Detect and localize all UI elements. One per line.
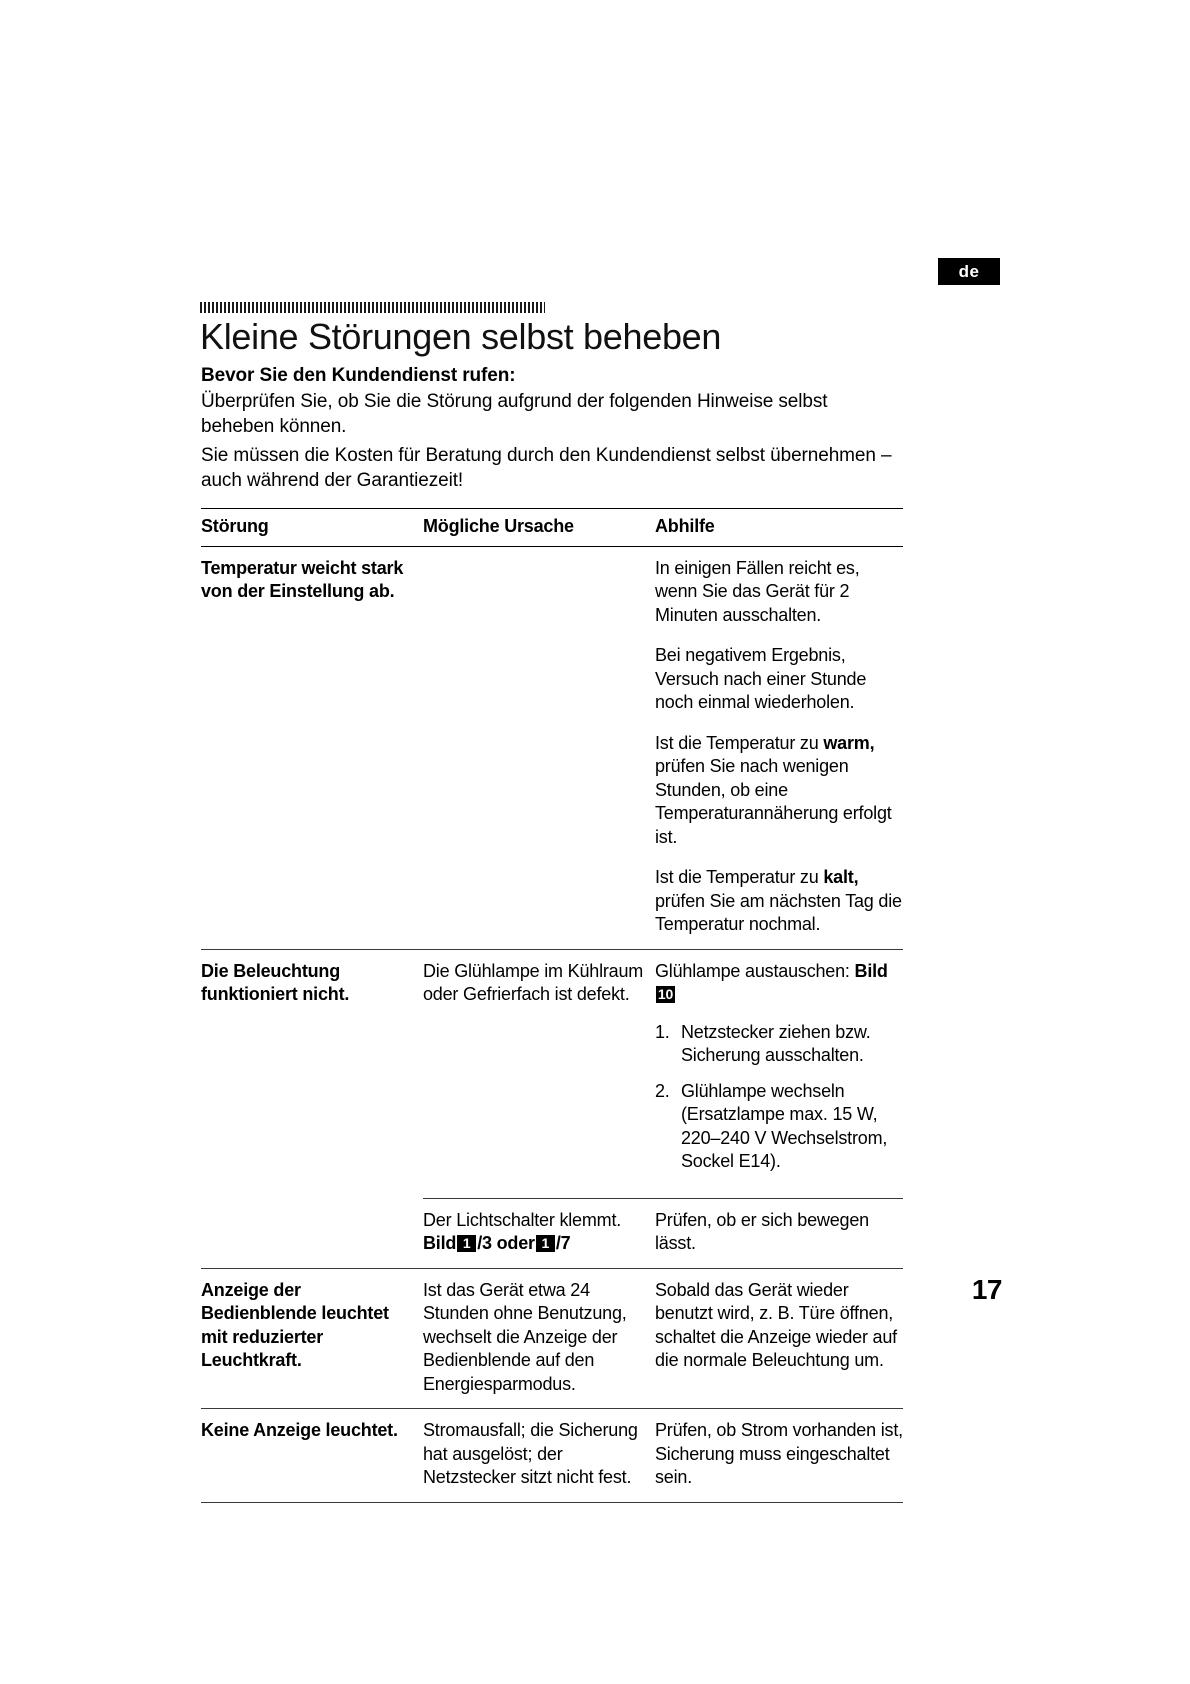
table-row [201, 950, 903, 1198]
intro-section [201, 365, 901, 493]
intro-heading: Bevor Sie den Kundendienst rufen: [201, 365, 516, 386]
figure-marker-icon: 1 [457, 1235, 476, 1252]
table-header-stoerung: Störung [201, 516, 269, 536]
step-text: Netzstecker ziehen bzw. Sicherung ausschalten. [681, 1021, 871, 1065]
ursache-figure-line [423, 1232, 647, 1256]
cell-ursache: Ist das Gerät etwa 24 Stunden ohne Benutzung, wechselt die Anzeige der Bedienblende auf den Energiesparmodus. [423, 1279, 627, 1394]
cell-abhilfe: Prüfen, ob er sich bewegen lässt. [655, 1209, 869, 1253]
abhilfe-paragraph-3 [655, 732, 903, 850]
step-number: 2. [655, 1080, 670, 1101]
table-row [201, 547, 903, 949]
abhilfe-paragraph-1: In einigen Fällen reicht es, wenn Sie das Gerät für 2 Minuten ausschalten. [655, 557, 860, 625]
cell-stoerung: Temperatur weicht stark von der Einstellung ab. [201, 557, 404, 601]
page-number: 17 [971, 1274, 1002, 1305]
language-badge: de [938, 258, 1000, 285]
ursache-mid-text: /3 oder [477, 1233, 535, 1253]
cell-ursache: Stromausfall; die Sicherung hat ausgelöst; der Netzstecker sitzt nicht fest. [423, 1420, 638, 1487]
abhilfe-lead [655, 960, 903, 1007]
table-header-abhilfe: Abhilfe [655, 516, 715, 536]
cell-stoerung: Keine Anzeige leuchtet. [201, 1420, 398, 1440]
abhilfe-p3-text-c: prüfen Sie nach wenigen Stunden, ob eine Temperaturannäherung erfolgt ist. [655, 756, 892, 847]
table-row [201, 1199, 903, 1268]
cell-abhilfe [655, 547, 903, 949]
table-row [201, 1269, 903, 1409]
intro-paragraph-1: Überprüfen Sie, ob Sie die Störung aufgrund der folgenden Hinweise selbst beheben können. [201, 391, 828, 437]
cell-stoerung: Die Beleuchtung funktioniert nicht. [201, 960, 350, 1004]
figure-marker-icon: 1 [536, 1235, 555, 1252]
cell-stoerung [201, 1199, 423, 1221]
cell-abhilfe: Prüfen, ob Strom vorhanden ist, Sicherung muss eingeschaltet sein. [655, 1420, 903, 1487]
cell-abhilfe [655, 950, 903, 1198]
cell-ursache: Die Glühlampe im Kühlraum oder Gefrierfach ist defekt. [423, 960, 644, 1004]
abhilfe-lead-text: Glühlampe austauschen: [655, 960, 855, 981]
step-text: Glühlampe wechseln (Ersatzlampe max. 15 W, 220–240 V Wechselstrom, Sockel E14). [681, 1080, 888, 1171]
cell-abhilfe: Sobald das Gerät wieder benutzt wird, z. B. Türe öffnen, schaltet die Anzeige wieder auf die normale Beleuchtung um. [655, 1279, 897, 1370]
abhilfe-p3-emphasis: warm, [823, 732, 875, 753]
table-partial-rule-wrap [201, 1198, 903, 1199]
table-row [201, 1409, 903, 1502]
abhilfe-p4-text-c: prüfen Sie am nächsten Tag die Temperatur nochmal. [655, 890, 902, 934]
abhilfe-lead-bild-label: Bild [854, 960, 888, 981]
table-bottom-rule [201, 1502, 903, 1503]
abhilfe-paragraph-4 [655, 866, 903, 937]
cell-ursache [423, 1199, 655, 1268]
page-title: Kleine Störungen selbst beheben [200, 316, 722, 357]
intro-paragraph-2: Sie müssen die Kosten für Beratung durch den Kundendienst selbst übernehmen – auch während der Garantiezeit! [201, 445, 892, 491]
table-header-ursache: Mögliche Ursache [423, 516, 574, 536]
list-item [655, 1021, 903, 1068]
table-partial-rule [423, 1198, 903, 1199]
list-item [655, 1080, 903, 1174]
troubleshooting-table [201, 508, 903, 1503]
abhilfe-step-list [655, 1021, 903, 1174]
cell-stoerung: Anzeige der Bedienblende leuchtet mit reduzierter Leuchtkraft. [201, 1279, 389, 1370]
ursache-line-1: Der Lichtschalter klemmt. [423, 1209, 622, 1230]
abhilfe-p4-emphasis: kalt, [823, 867, 859, 887]
step-number: 1. [655, 1021, 670, 1042]
ursache-bild-label: Bild [423, 1233, 457, 1253]
figure-marker-icon: 10 [657, 986, 674, 1002]
table-header-row [201, 509, 903, 546]
abhilfe-p3-text-a: Ist die Temperatur zu [655, 732, 824, 753]
cell-ursache [423, 547, 655, 569]
abhilfe-p4-text-a: Ist die Temperatur zu [655, 867, 824, 887]
abhilfe-paragraph-2: Bei negativem Ergebnis, Versuch nach einer Stunde noch einmal wiederholen. [655, 645, 867, 712]
ursache-end-text: /7 [555, 1233, 571, 1253]
title-decorative-rule [200, 302, 545, 313]
